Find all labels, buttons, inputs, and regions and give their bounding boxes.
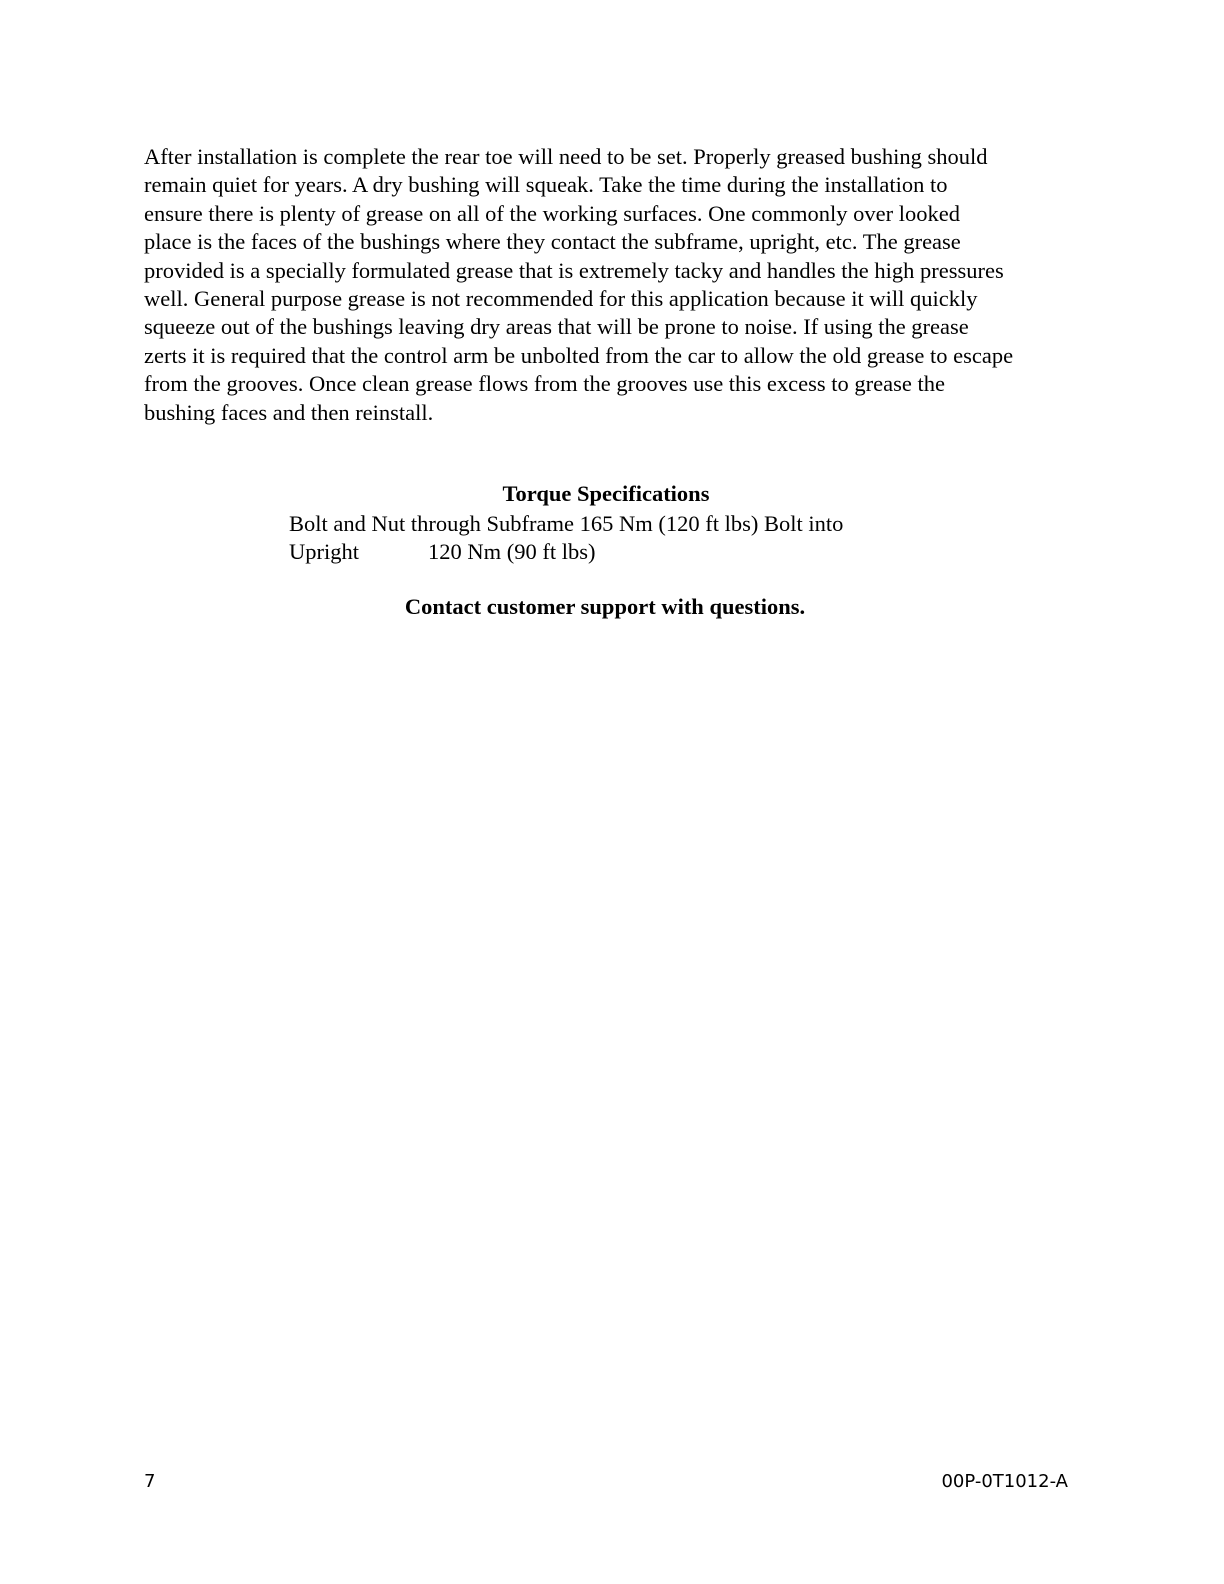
torque-spec-line-upright <box>289 538 596 566</box>
installation-paragraph <box>144 143 1084 427</box>
torque-specifications-heading: Torque Specifications <box>502 481 710 506</box>
page-number: 7 <box>144 1471 156 1492</box>
document-code: 00P-0T1012-A <box>941 1471 1068 1492</box>
paragraph-line: bushing faces and then reinstall. <box>144 399 434 425</box>
paragraph-line: After installation is complete the rear toe will need to be set. Properly greased bushing should <box>144 144 988 169</box>
torque-spec-line-subframe: Bolt and Nut through Subframe 165 Nm (120 ft lbs) Bolt into <box>289 511 844 536</box>
paragraph-line: remain quiet for years. A dry bushing will squeak. Take the time during the installation to <box>144 172 948 198</box>
torque-spec-upright-value: 120 Nm (90 ft lbs) <box>428 539 596 564</box>
paragraph-line: place is the faces of the bushings where they contact the subframe, upright, etc. The grease <box>144 229 961 255</box>
paragraph-line: from the grooves. Once clean grease flows from the grooves use this excess to grease the <box>144 371 945 397</box>
contact-support-note: Contact customer support with questions. <box>404 594 806 619</box>
paragraph-line: ensure there is plenty of grease on all of the working surfaces. One commonly over looked <box>144 200 960 226</box>
torque-spec-upright-label: Upright <box>289 539 359 564</box>
paragraph-line: well. General purpose grease is not recommended for this application because it will quickly <box>144 286 978 312</box>
paragraph-line: zerts it is required that the control arm be unbolted from the car to allow the old grease to escape <box>144 342 1014 368</box>
paragraph-line: squeeze out of the bushings leaving dry areas that will be prone to noise. If using the grease <box>144 314 969 340</box>
paragraph-line: provided is a specially formulated grease that is extremely tacky and handles the high pressures <box>144 257 1004 283</box>
